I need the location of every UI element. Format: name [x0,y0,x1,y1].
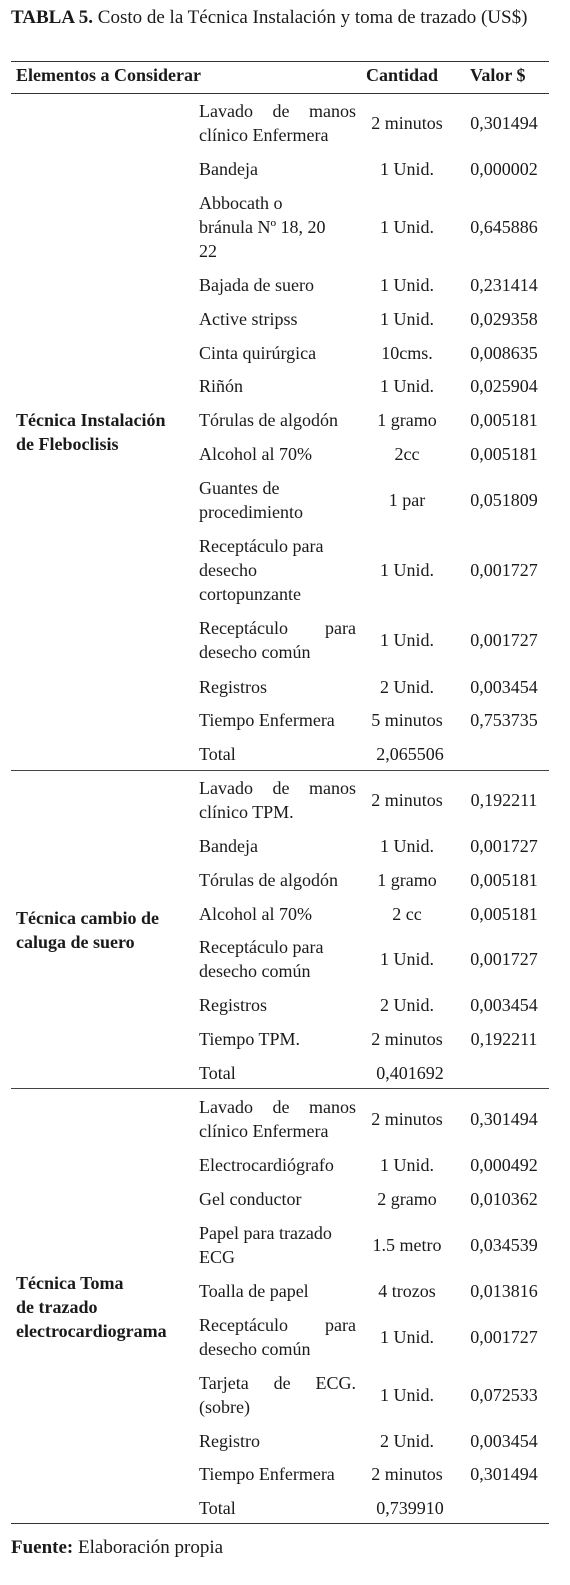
cell-cantidad: 1 Unid. [380,309,434,329]
cell-valor: 0,001727 [470,836,538,856]
cell-elemento: Tórulas de algodón [199,410,338,430]
cell-elemento: Electrocardiógrafo [199,1155,334,1175]
cell-valor: 0,301494 [470,113,538,133]
cell-elemento: Bandeja [199,159,258,179]
cell-cantidad: 10cms. [381,343,433,363]
cell-cantidad: 4 trozos [378,1281,436,1301]
cell-elemento: Registro [199,1431,260,1451]
cell-valor: 0,025904 [470,376,538,396]
cell-cantidad: 2 gramo [377,1189,437,1209]
cell-cantidad: 1 Unid. [380,1327,434,1347]
total-label: Total [199,1063,236,1083]
cell-cantidad: 2cc [394,444,420,464]
cell-elemento: Tórulas de algodón [199,870,338,890]
cell-valor: 0,005181 [470,444,538,464]
cell-elemento: Gel conductor [199,1189,302,1209]
cell-elemento: Lavado de manos clínico Enfermera [199,101,356,145]
table-bottom-rule [11,1523,549,1524]
table-caption [11,6,559,30]
cell-cantidad: 1 gramo [377,870,437,890]
cell-valor: 0,029358 [470,309,538,329]
cell-valor: 0,005181 [470,904,538,924]
cell-valor: 0,005181 [470,410,538,430]
cell-valor: 0,301494 [470,1464,538,1484]
source-note [11,1537,223,1559]
cell-cantidad: 1 Unid. [380,560,434,580]
cell-cantidad: 1 gramo [377,410,437,430]
cell-cantidad: 2 minutos [371,1109,443,1129]
cell-cantidad: 1 Unid. [380,1385,434,1405]
cell-elemento: Tiempo TPM. [199,1029,301,1049]
cell-valor: 0,000002 [470,159,538,179]
cell-cantidad: 1 Unid. [380,376,434,396]
cell-cantidad: 1 Unid. [380,630,434,650]
cell-valor: 0,008635 [470,343,538,363]
cell-cantidad: 2 minutos [371,1029,443,1049]
cell-valor: 0,034539 [470,1235,538,1255]
section-title-line: de Fleboclisis [16,434,119,454]
section-title-line: de trazado [16,1297,98,1317]
cell-valor: 0,001727 [470,949,538,969]
cell-cantidad: 2 minutos [371,790,443,810]
cell-valor: 0,003454 [470,995,538,1015]
cell-valor: 0,192211 [470,790,538,810]
total-value: 2,065506 [376,744,444,764]
total-label: Total [199,744,236,764]
cell-elemento: Lavado de manos clínico Enfermera [199,1097,356,1141]
cell-elemento: Receptáculo para desecho común [199,1315,356,1359]
header-valor: Valor $ [470,65,526,85]
cell-elemento: Toalla de papel [199,1281,309,1301]
cell-valor: 0,192211 [470,1029,538,1049]
cell-cantidad: 1 Unid. [380,949,434,969]
cell-valor: 0,001727 [470,1327,538,1347]
cell-valor: 0,005181 [470,870,538,890]
cell-valor: 0,753735 [470,710,538,730]
cell-elemento: Tiempo Enfermera [199,1464,335,1484]
cell-valor: 0,231414 [470,275,538,295]
section-divider [11,1088,549,1089]
cell-valor: 0,301494 [470,1109,538,1129]
header-cantidad: Cantidad [366,65,439,85]
cell-elemento: Receptáculo para desecho común [199,937,324,981]
cell-valor: 0,072533 [470,1385,538,1405]
cell-elemento: Alcohol al 70% [199,444,312,464]
cell-valor: 0,001727 [470,560,538,580]
cell-elemento: Tarjeta de ECG. (sobre) [199,1373,356,1417]
cell-cantidad: 1 Unid. [380,159,434,179]
cell-valor: 0,001727 [470,630,538,650]
cell-cantidad: 1 Unid. [380,836,434,856]
cell-elemento: Registros [199,677,268,697]
cell-elemento: Tiempo Enfermera [199,710,335,730]
header-top-rule [11,61,549,62]
cell-cantidad: 1 par [388,490,426,510]
section-title-caluga [16,906,194,954]
cell-cantidad: 2 Unid. [380,677,434,697]
section-divider [11,770,549,771]
cell-elemento: Receptáculo para desecho común [199,618,356,662]
source-text: Elaboración propia [78,1537,224,1558]
cell-elemento: Alcohol al 70% [199,904,312,924]
caption-text: Costo de la Técnica Instalación y toma de trazado (US$) [97,7,528,28]
cell-elemento: Active stripss [199,309,298,329]
cell-cantidad: 1 Unid. [380,1155,434,1175]
total-value: 0,401692 [376,1063,444,1083]
cell-elemento: Registros [199,995,268,1015]
cell-cantidad: 1 Unid. [380,217,434,237]
cell-cantidad: 2 Unid. [380,995,434,1015]
total-value: 0,739910 [376,1498,444,1518]
cell-cantidad: 1 Unid. [380,275,434,295]
cell-elemento: Bandeja [199,836,258,856]
cell-valor: 0,003454 [470,677,538,697]
section-title-line: caluga de suero [16,932,135,952]
header-elementos: Elementos a Considerar [16,65,201,85]
cell-valor: 0,013816 [470,1281,538,1301]
section-title-electrocardiograma [16,1271,194,1343]
cell-cantidad: 2 cc [392,904,422,924]
cell-cantidad: 5 minutos [371,710,443,730]
cell-elemento: Lavado de manos clínico TPM. [199,778,356,822]
cell-elemento: Receptáculo para desecho cortopunzante [199,536,324,604]
cell-cantidad: 1.5 metro [372,1235,442,1255]
section-title-line: Técnica cambio de [16,908,159,928]
cell-elemento: Cinta quirúrgica [199,343,317,363]
cell-valor: 0,010362 [470,1189,538,1209]
cell-cantidad: 2 minutos [371,113,443,133]
cell-elemento: Guantes de procedimiento [199,478,303,522]
cell-cantidad: 2 Unid. [380,1431,434,1451]
source-label: Fuente: [11,1537,74,1558]
section-title-fleboclisis [16,408,194,456]
section-title-line: Técnica Toma [16,1273,124,1293]
cell-valor: 0,003454 [470,1431,538,1451]
cell-elemento: Bajada de suero [199,275,314,295]
section-title-line: Técnica Instalación [16,410,166,430]
cell-elemento: Papel para trazado ECG [199,1223,332,1267]
cell-elemento: Abbocath o bránula Nº 18, 20 22 [199,193,326,261]
cell-valor: 0,645886 [470,217,538,237]
section-title-line: electrocardiograma [16,1321,167,1341]
cell-valor: 0,051809 [470,490,538,510]
cell-valor: 0,000492 [470,1155,538,1175]
cell-elemento: Riñón [199,376,244,396]
caption-label: TABLA 5. [11,7,94,28]
header-bottom-rule [11,93,549,94]
cell-cantidad: 2 minutos [371,1464,443,1484]
total-label: Total [199,1498,236,1518]
